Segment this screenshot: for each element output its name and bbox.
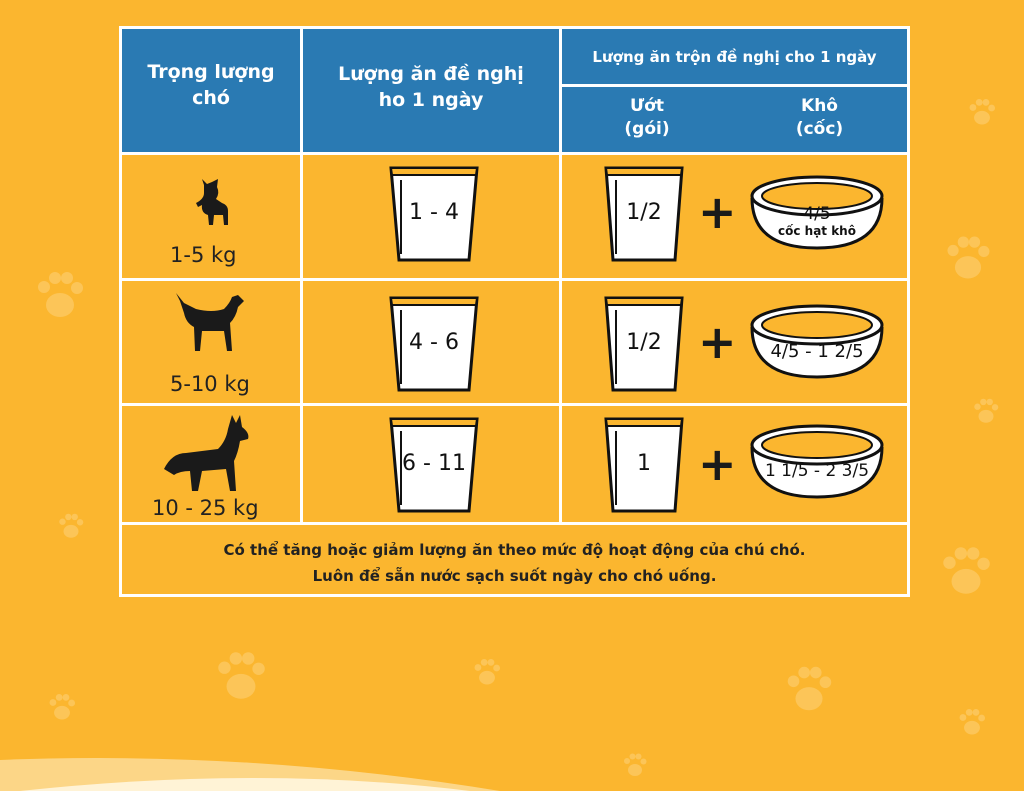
header-wet (562, 87, 732, 152)
footnote-line1: Có thể tăng hoặc giảm lượng ăn theo mức độ hoạt động của chú chó. (223, 541, 806, 559)
pouch-icon (602, 292, 686, 396)
row1-wet: 1/2 (626, 200, 662, 225)
row2-daily: 4 - 6 (409, 330, 459, 355)
paw-print-icon (30, 265, 90, 325)
row1-dry: 4/5 (803, 204, 831, 224)
header-wet-line2: (gói) (624, 119, 670, 139)
row2-dry: 4/5 - 1 2/5 (770, 341, 864, 362)
medium-dog-icon (174, 293, 246, 355)
header-weight (122, 29, 300, 152)
large-dog-icon (162, 413, 252, 493)
header-daily-line2: ho 1 ngày (378, 89, 484, 111)
bottom-wave (0, 690, 1024, 791)
header-weight-line2: chó (192, 87, 230, 109)
row1-daily: 1 - 4 (409, 200, 459, 225)
paw-print-icon (970, 395, 1002, 427)
row3-weight: 10 - 25 kg (152, 496, 259, 520)
plus-sign: + (698, 437, 737, 491)
header-dry (732, 87, 907, 152)
row1-weight: 1-5 kg (170, 243, 237, 267)
small-dog-icon (192, 179, 232, 227)
pouch-icon (387, 162, 481, 266)
pouch-icon (387, 413, 481, 517)
pouch-icon (602, 162, 686, 266)
plus-sign: + (698, 185, 737, 239)
header-dry-line2: (cốc) (795, 119, 844, 139)
footnote-line2: Luôn để sẵn nước sạch suốt ngày cho chó uống. (312, 567, 717, 585)
row2-wet: 1/2 (626, 330, 662, 355)
bowl-icon (746, 301, 888, 381)
row3-daily: 6 - 11 (402, 451, 466, 476)
paw-print-icon (940, 230, 996, 286)
header-dry-line1: Khô (801, 96, 838, 116)
row3-dry: 1 1/5 - 2 3/5 (764, 461, 870, 481)
bowl-icon (746, 172, 888, 252)
plus-sign: + (698, 315, 737, 369)
header-daily (303, 29, 559, 152)
paw-print-icon (935, 540, 997, 602)
pouch-icon (602, 413, 686, 517)
header-mix-title: Lượng ăn trộn đề nghị cho 1 ngày (592, 48, 877, 66)
header-wet-line1: Ướt (629, 96, 664, 116)
header-daily-line1: Lượng ăn đề nghị (338, 63, 524, 85)
header-weight-line1: Trọng lượng (147, 61, 275, 83)
bowl-icon (746, 421, 888, 501)
row3-wet: 1 (637, 451, 651, 476)
pouch-icon (387, 292, 481, 396)
paw-print-icon (55, 510, 87, 542)
paw-print-icon (470, 655, 504, 689)
paw-print-icon (965, 95, 999, 129)
row1-dry-sub: cốc hạt khô (778, 224, 856, 238)
row2-weight: 5-10 kg (170, 372, 250, 396)
feeding-table (119, 26, 910, 597)
header-mix (562, 29, 907, 84)
